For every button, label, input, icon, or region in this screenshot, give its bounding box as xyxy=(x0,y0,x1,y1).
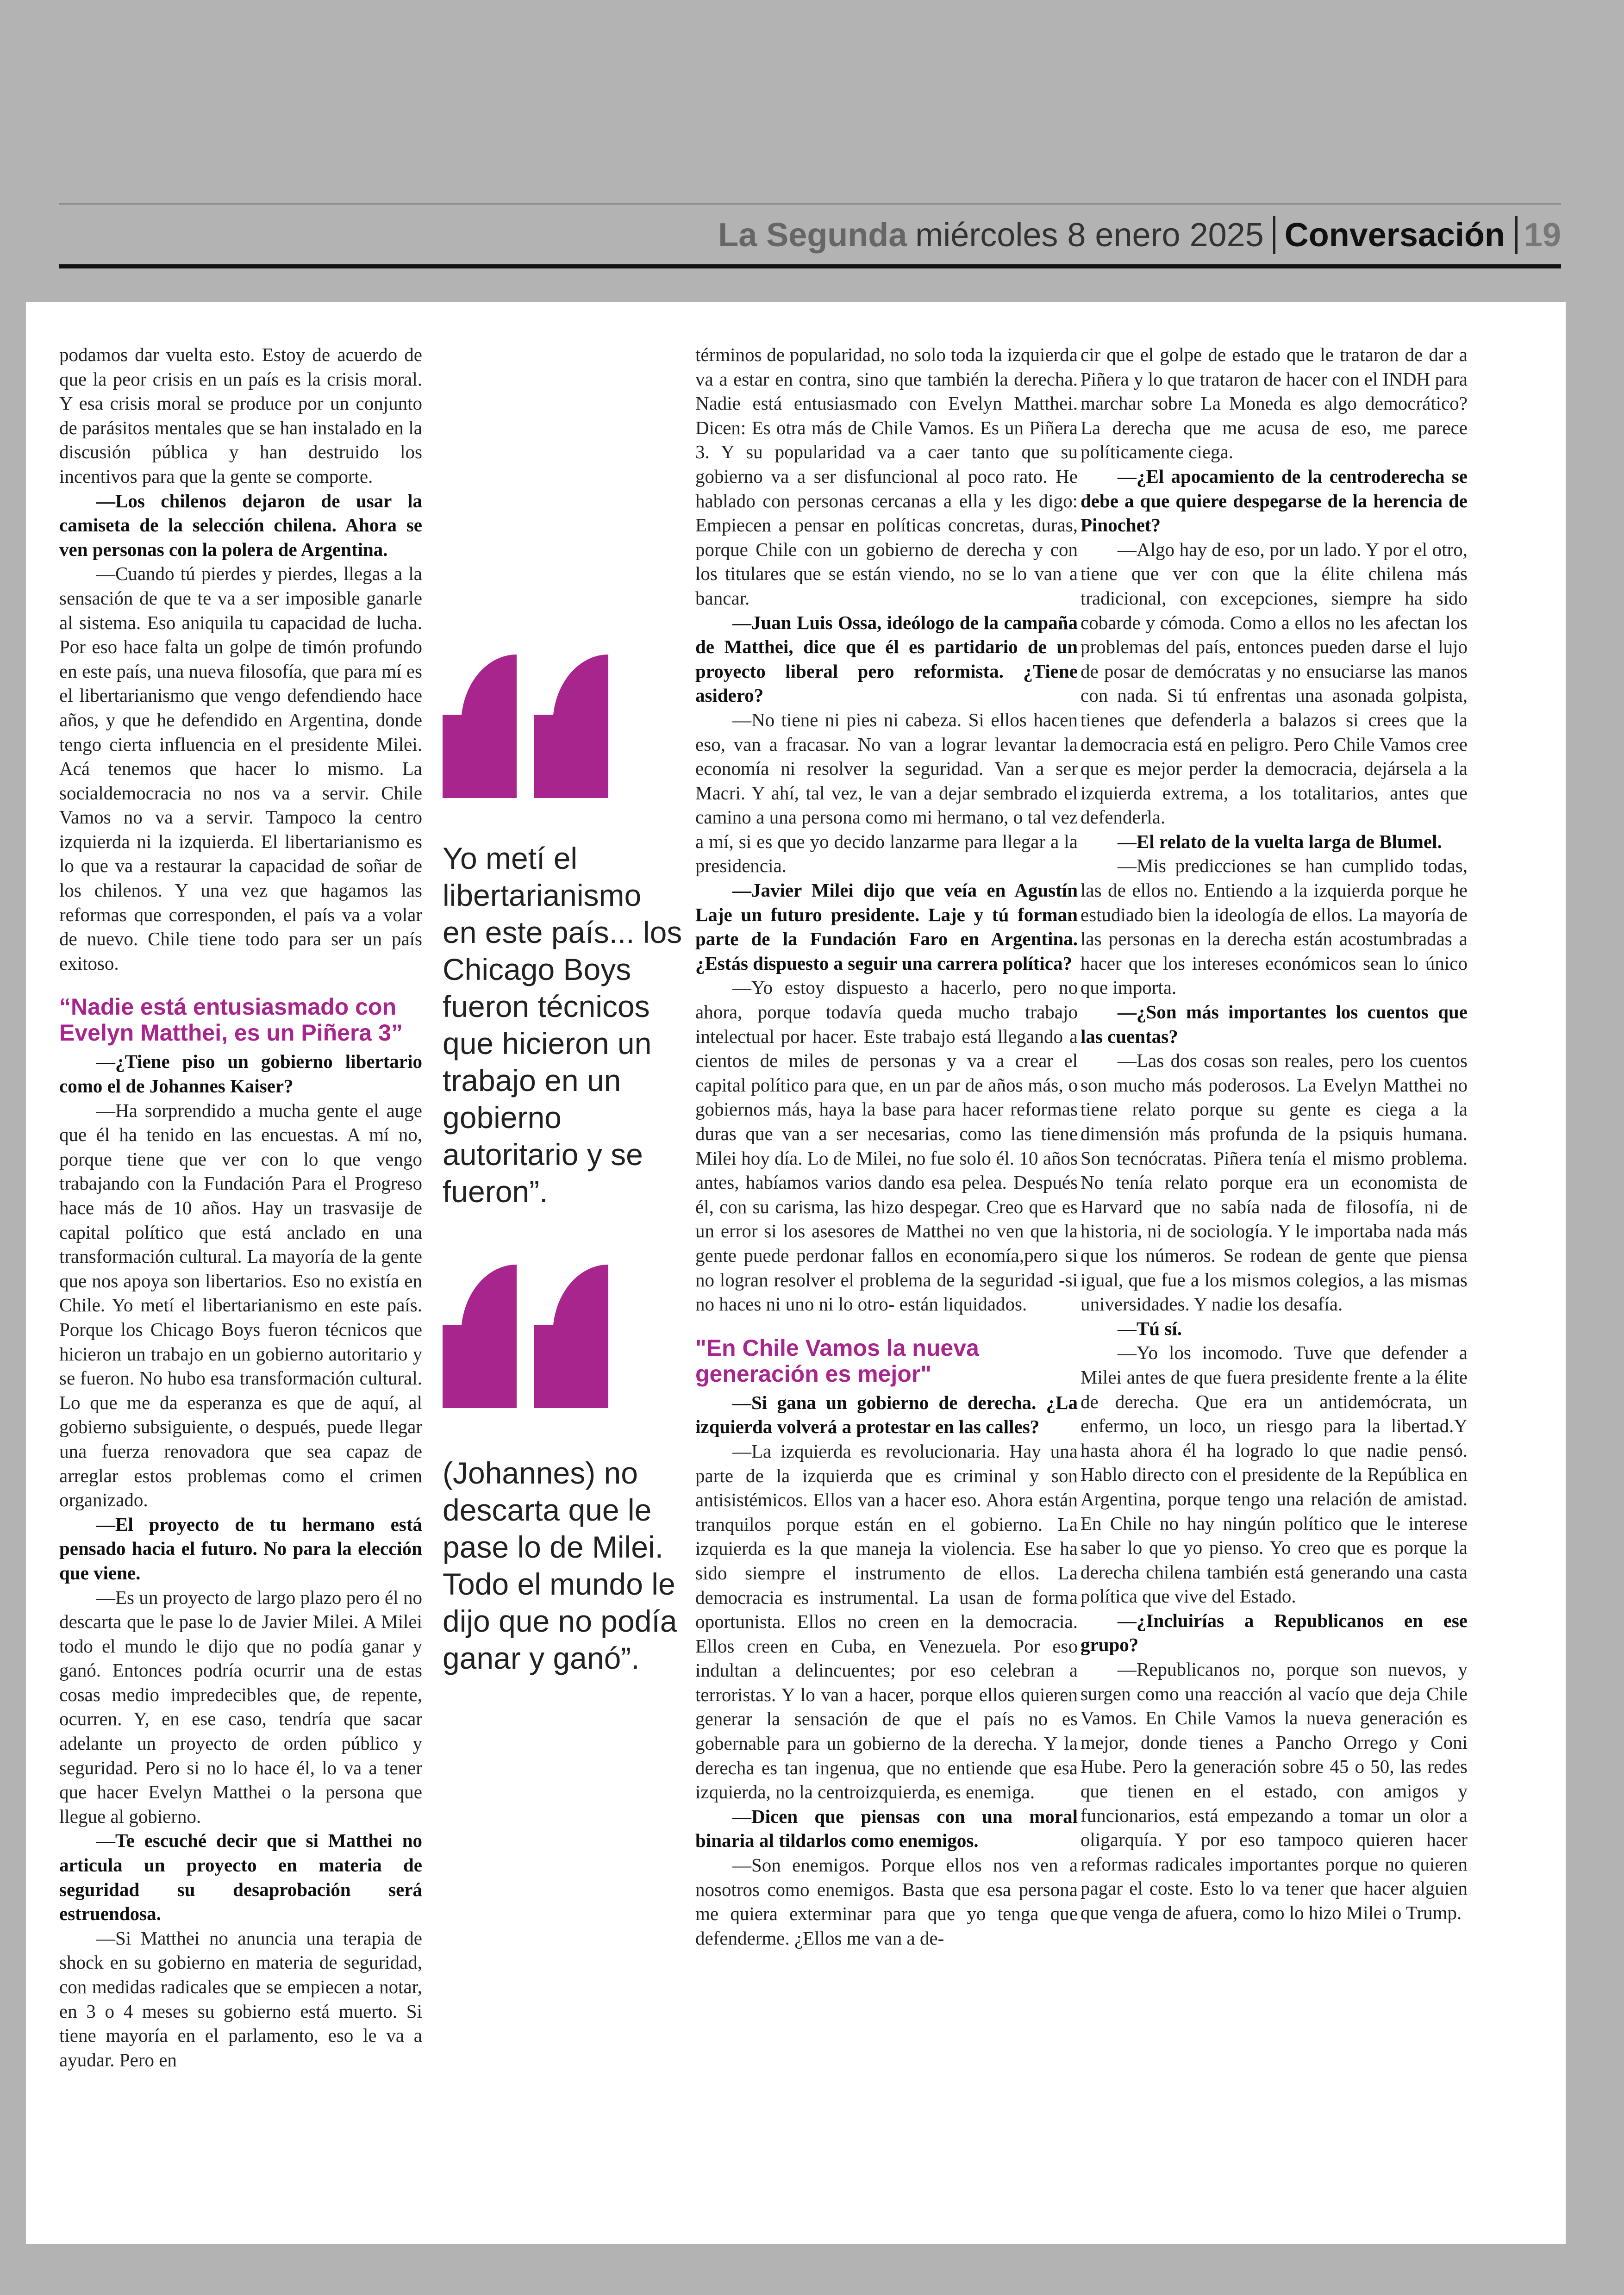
paragraph: términos de popularidad, no solo toda la izquierda va a estar en contra, sino que también la derecha. Nadie está entusiasmado con Evelyn Matthei. Dicen: Es otra más de Chile Vamos. Es un Piñera 3. Y su popularidad va a caer tanto que su gobierno va a ser disfuncional al poco rato. He hablado con personas cercanas a ella y les digo: Empiecen a pensar en políticas concretas, duras, porque Chile con un gobierno de derecha y con los titulares que se están viendo, no se lo van a bancar. xyxy=(695,344,1078,609)
paragraph: —La izquierda es revolucionaria. Hay una parte de la izquierda que es criminal y son antisistémicos. Ellos van a hacer eso. Ahora están tranquilos porque están en el gobierno. La izquierda es la que maneja la violencia. Ese ha sido siempre el instrumento de ellos. La democracia es instrumental. La usan de forma oportunista. Ellos no creen en la democracia. Ellos creen en Cuba, en Venezuela. Por eso indultan a delincuentes; por eso celebran a terroristas. Y lo van a hacer, porque ellos quieren generar la sensación de que el país no es gobernable para un gobierno de la derecha. Y la derecha es tan ingenua, que no entiende que esa izquierda, no la centroizquierda, es enemiga. xyxy=(695,1440,1078,1803)
quote-mark-icon xyxy=(443,655,683,798)
paragraph: —Yo los incomodo. Tuve que defender a Milei antes de que fuera presidente frente a la élite de derecha. Que era un antidemócrata, un enfermo, un loco, un riesgo para la libertad.Y hasta ahora él ha logrado lo que nadie pensó. Hablo directo con el presidente de la República en Argentina, porque tengo una relación de amistad. En Chile no hay ningún político que le interese saber lo que yo pienso. Yo creo que es porque la derecha chilena también está generando una casta política que vive del Estado. xyxy=(1081,1342,1468,1607)
paragraph: cir que el golpe de estado que le trataron de dar a Piñera y lo que trataron de hacer con el INDH para marchar sobre La Moneda es algo democrático? La derecha que me acusa de eso, me parece políticamente ciega. xyxy=(1081,344,1468,463)
subheading: "En Chile Vamos la nueva generación es mejor" xyxy=(695,1335,979,1387)
interview-question: —El relato de la vuelta larga de Blumel. xyxy=(1118,830,1442,852)
interview-question: —¿Incluirías a Republicanos en ese grupo? xyxy=(1081,1609,1468,1656)
paragraph: —Cuando tú pierdes y pierdes, llegas a la sensación de que te va a ser imposible ganarle al sistema. Eso aniquila tu capacidad de lucha. Por eso hace falta un golpe de timón profundo en este país, una nueva filosofía, que para mí es el libertarianismo que vengo defendiendo hace años, y que he defendido en Argentina, donde tengo cierta influencia en el presidente Milei. Acá tenemos que hacer lo mismo. La socialdemocracia no nos va a servir. Chile Vamos no va a servir. Tampoco la centro izquierda ni la izquierda. El libertarianismo es lo que va a restaurar la capacidad de soñar de los chilenos. Y una vez que hagamos las reformas que corresponden, el país va a volar de nuevo. Chile tiene todo para ser un país exitoso. xyxy=(59,563,422,974)
interview-question: —Los chilenos dejaron de usar la camiseta de la selección chilena. Ahora se ven personas con la polera de Argentina. xyxy=(59,490,422,560)
paragraph: —Las dos cosas son reales, pero los cuentos son mucho más poderosos. La Evelyn Matthei no tiene relato porque su gente es ciega a la dimensión más profunda de la psiquis humana. Son tecnócratas. Piñera tenía el mismo problema. No tenía relato porque era un economista de Harvard que no sabía nada de filosofía, ni de historia, ni de sociología. Y le importaba nada más que los números. Se rodean de gente que piensa igual, que fue a los mismos colegios, a las mismas universidades. Y nadie los desafía. xyxy=(1081,1050,1468,1315)
newspaper-page xyxy=(26,302,1566,2244)
paragraph: —Ha sorprendido a mucha gente el auge que él ha tenido en las encuestas. A mí no, porque tiene que ver con lo que vengo trabajando con la Fundación Para el Progreso hace más de 10 años. Hay un trasvasije de capital político que está anclado en una transformación cultural. La mayoría de la gente que nos apoya son libertarios. Eso no existía en Chile. Yo metí el libertarianismo en este país. Porque los Chicago Boys fueron técnicos que hicieron un trabajo en un gobierno autoritario y se fueron. No hubo esa transformación cultural. Lo que me da esperanza es que de aquí, al gobierno subsiguiente, o después, puede llegar una fuerza renovadora que sea capaz de arreglar estos problemas como el crimen organizado. xyxy=(59,1099,422,1511)
pull-quote-1 xyxy=(443,655,683,1210)
paragraph: —Yo estoy dispuesto a hacerlo, pero no ahora, porque todavía queda mucho trabajo intelectual por hacer. Este trabajo está llegando a cientos de miles de personas y va a crear el capital político para que, en un par de años más, o gobiernos más, haya la base para hacer reformas duras que van a ser necesarias, como las tiene Milei hoy día. Lo de Milei, no fue solo él. 10 años antes, habíamos varios dando esa pelea. Después él, con su carisma, las hizo despegar. Creo que es un error si los asesores de Matthei no ven que la gente puede perdonar fallos en economía,pero si no logran resolver el problema de la seguridad -si no haces ni uno ni lo otro- están liquidados. xyxy=(695,977,1078,1315)
paragraph: podamos dar vuelta esto. Estoy de acuerdo de que la peor crisis en un país es la crisis moral. Y esa crisis moral se produce por un conjunto de parásitos mentales que se han instalado en la discusión pública y han destruido los incentivos para que la gente se comporte. xyxy=(59,344,422,487)
interview-question: —El proyecto de tu hermano está pensado hacia el futuro. No para la elección que viene. xyxy=(59,1513,422,1584)
publication-date: miércoles 8 enero 2025 xyxy=(915,217,1264,254)
pull-quote-text: (Johannes) no descarta que le pase lo de Milei. Todo el mundo le dijo que no podía ganar y ganó”. xyxy=(443,1456,677,1675)
paragraph: —Algo hay de eso, por un lado. Y por el otro, tiene que ver con que la élite chilena más tradicional, con excepciones, siempre ha sido cobarde y cómoda. Como a ellos no les afectan los problemas del país, entonces pueden darse el lujo de posar de demócratas y no ensuciarse las manos con nada. Si tú enfrentas una asonada golpista, tienes que defenderla a balazos si crees que la democracia está en peligro. Pero Chile Vamos cree que es mejor perder la democracia, dejársela a la izquierda extrema, a los totalitarios, antes que defenderla. xyxy=(1081,538,1468,828)
header-top-rule xyxy=(59,203,1561,205)
interview-question: —Tú sí. xyxy=(1118,1317,1182,1339)
article-column-3 xyxy=(695,343,1078,1950)
subheading: “Nadie está entusiasmado con Evelyn Matthei, es un Piñera 3” xyxy=(59,994,403,1046)
masthead xyxy=(718,207,1561,263)
paragraph: —Mis predicciones se han cumplido todas, las de ellos no. Entiendo a la izquierda porque he estudiado bien la ideología de ellos. La mayoría de las personas en la derecha están acostumbradas a hacer que los intereses económicos sean lo único que importa. xyxy=(1081,855,1468,998)
interview-question: —¿Son más importantes los cuentos que las cuentas? xyxy=(1081,1001,1468,1047)
interview-question: —¿Tiene piso un gobierno libertario como el de Johannes Kaiser? xyxy=(59,1051,422,1097)
interview-question: —Javier Milei dijo que veía en Agustín Laje un futuro presidente. Laje y tú forman parte de la Fundación Faro en Argentina. ¿Estás dispuesto a seguir una carrera política? xyxy=(695,879,1078,974)
interview-question: —Juan Luis Ossa, ideólogo de la campaña de Matthei, dice que él es partidario de un proyecto liberal pero reformista. ¿Tiene asidero? xyxy=(695,611,1078,706)
paragraph: —Son enemigos. Porque ellos nos ven a nosotros como enemigos. Basta que esa persona me quiera exterminar para que yo tenga que defenderme. ¿Ellos me van a de- xyxy=(695,1854,1078,1949)
article-column-4 xyxy=(1081,343,1468,1925)
paragraph: —Si Matthei no anuncia una terapia de shock en su gobierno en materia de seguridad, con medidas radicales que se empiecen a notar, en 3 o 4 meses su gobierno está muerto. Si tiene mayoría en el parlamento, eso le va a ayudar. Pero en xyxy=(59,1927,422,2070)
newspaper-name: La Segunda xyxy=(718,217,907,254)
interview-question: —Dicen que piensas con una moral binaria al tildarlos como enemigos. xyxy=(695,1805,1078,1852)
page-number: 19 xyxy=(1524,217,1561,254)
pull-quote-text: Yo metí el libertarianismo en este país... los Chicago Boys fueron técnicos que hicieron un trabajo en un gobierno autoritario y se fueron”. xyxy=(443,841,682,1209)
interview-question: —Si gana un gobierno de derecha. ¿La izquierda volverá a protestar en las calles? xyxy=(695,1391,1078,1438)
section-name: Conversación xyxy=(1284,217,1505,254)
interview-question: —Te escuché decir que si Matthei no articula un proyecto en materia de seguridad su desaprobación será estruendosa. xyxy=(59,1830,422,1925)
paragraph: —No tiene ni pies ni cabeza. Si ellos hacen eso, van a fracasar. No van a lograr levantar la economía ni resolver la seguridad. Van a ser Macri. Y ahí, tal vez, le van a dejar sembrado el camino a una persona como mi hermano, o tal vez a mí, si es que yo decido lanzarme para llegar a la presidencia. xyxy=(695,709,1078,877)
paragraph: —Es un proyecto de largo plazo pero él no descarta que le pase lo de Javier Milei. A Milei todo el mundo le dijo que no podía ganar y ganó. Entonces podría ocurrir una de estas cosas medio impredecibles que, de repente, ocurren. Y, en ese caso, tendría que sacar adelante un proyecto de orden público y seguridad. Pero si no lo hace él, lo va a tener que hacer Evelyn Matthei o la persona que llegue al gobierno. xyxy=(59,1586,422,1827)
article-column-1 xyxy=(59,343,422,2072)
interview-question: —¿El apocamiento de la centroderecha se debe a que quiere despegarse de la herencia de Pinochet? xyxy=(1081,465,1468,536)
quote-mark-icon xyxy=(443,1265,683,1408)
header-bottom-rule xyxy=(59,264,1561,268)
masthead-divider xyxy=(1515,216,1518,254)
masthead-divider xyxy=(1273,216,1275,254)
paragraph: —Republicanos no, porque son nuevos, y surgen como una reacción al vacío que deja Chile Vamos. En Chile Vamos la nueva generación es mejor, donde tienes a Pancho Orrego y Coni Hube. Pero la generación sobre 45 o 50, las redes que tienen en el estado, con amigos y funcionarios, está empezando a tomar un olor a oligarquía. Y por eso tampoco quieren hacer reformas radicales importantes porque no quieren pagar el coste. Esto lo va tener que hacer alguien que venga de afuera, como lo hizo Milei o Trump. xyxy=(1081,1659,1468,1923)
pull-quote-2 xyxy=(443,1265,683,1677)
